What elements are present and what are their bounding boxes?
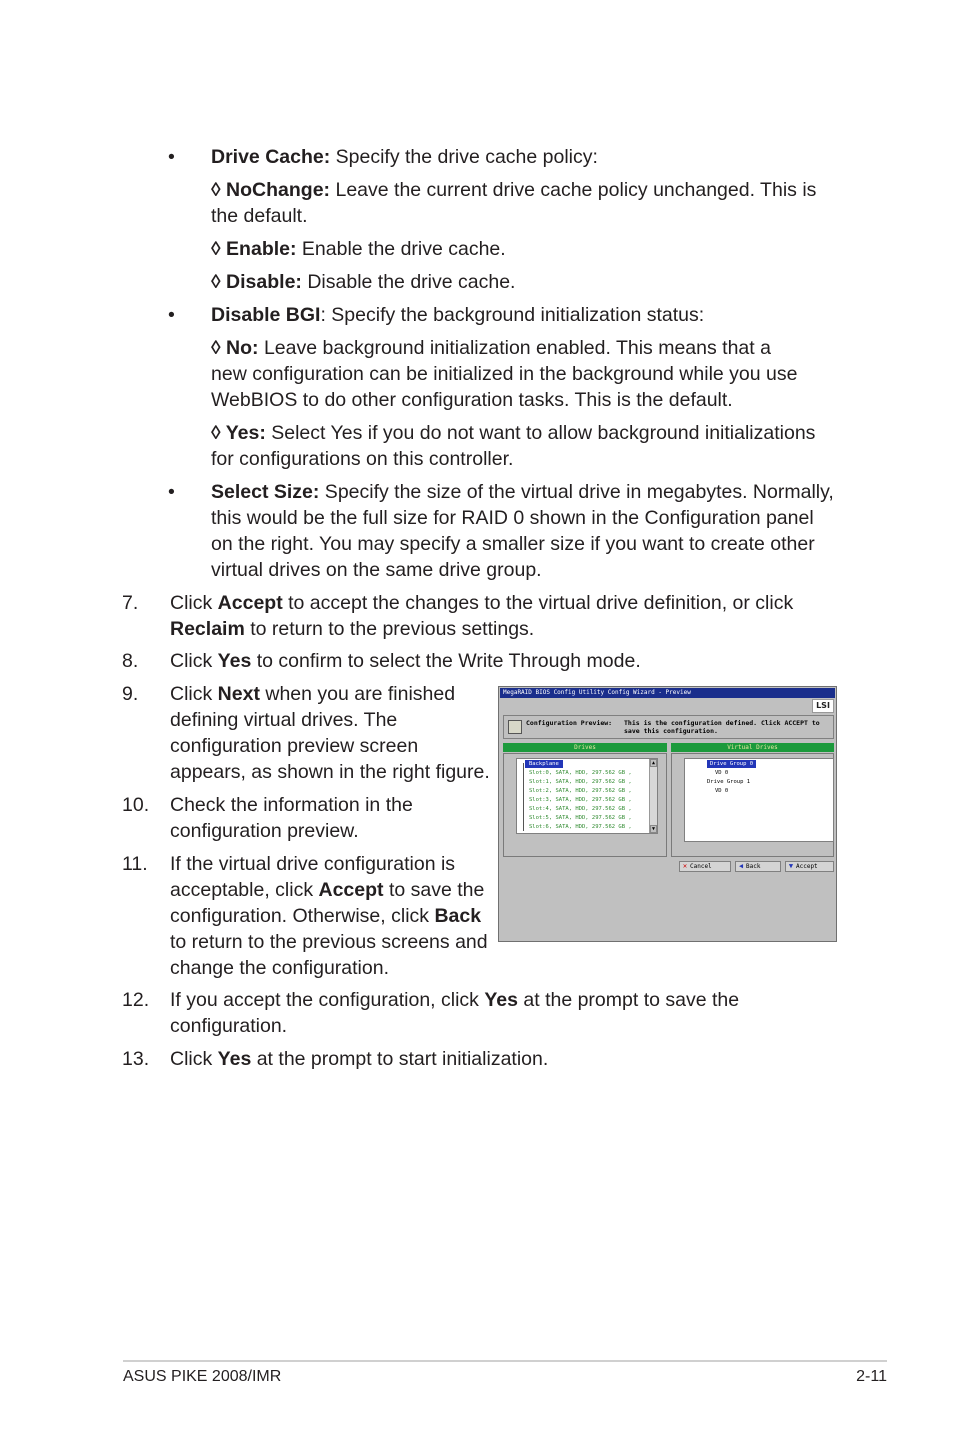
- preview-description: This is the configuration defined. Click ACCEPT to save this configuration.: [624, 719, 820, 735]
- text: : Specify the background initialization status:: [320, 304, 705, 326]
- text: Click: [170, 592, 218, 614]
- text: configuration. Otherwise, click: [170, 905, 435, 927]
- step-number: 8.: [122, 650, 139, 672]
- footer-divider: [123, 1360, 887, 1362]
- text: If you accept the configuration, click: [170, 989, 485, 1011]
- text: Leave the current drive cache policy unchanged. This is: [330, 179, 817, 201]
- scroll-up-icon[interactable]: ▲: [651, 760, 655, 766]
- step-number: 12.: [122, 989, 150, 1011]
- step-10: Check the information in the: [170, 794, 413, 816]
- preview-label: Configuration Preview:: [526, 719, 613, 727]
- tree-item-vd[interactable]: VD 0: [715, 770, 729, 776]
- term: Disable BGI: [211, 304, 321, 326]
- button-label: Back: [746, 863, 761, 870]
- drives-panel: [503, 753, 667, 857]
- bgi-yes-option-cont: for configurations on this controller.: [211, 448, 514, 470]
- tree-item-drive[interactable]: Slot:4, SATA, HDD, 297.562 GB ,: [529, 806, 632, 812]
- tree-item-drive[interactable]: Slot:0, SATA, HDD, 297.562 GB ,: [529, 770, 632, 776]
- term: Next: [217, 683, 260, 705]
- text: Click: [170, 683, 218, 705]
- term: Yes: [484, 989, 518, 1011]
- text: Specify the size of the virtual drive in megabytes. Normally,: [319, 481, 834, 503]
- drives-panel-title: Drives: [503, 743, 667, 752]
- arrow-down-icon: ▼: [788, 862, 794, 870]
- tree-item-drive[interactable]: Slot:6, SATA, HDD, 297.562 GB ,: [529, 824, 632, 830]
- nochange-option: [211, 177, 816, 203]
- term: Back: [434, 905, 482, 927]
- arrow-left-icon: ◀: [738, 862, 744, 870]
- back-button[interactable]: [735, 861, 781, 872]
- step-10-cont: configuration preview.: [170, 820, 359, 842]
- text: Click: [170, 1048, 218, 1070]
- close-icon: ✕: [682, 862, 688, 870]
- step-number: 13.: [122, 1048, 150, 1070]
- step-12: [170, 987, 739, 1013]
- step-9: [170, 681, 455, 707]
- disable-bgi-item: [211, 302, 704, 328]
- select-size-item: [211, 479, 834, 505]
- step-number: 11.: [122, 853, 148, 875]
- text: when you are finished: [259, 683, 456, 705]
- text: Click: [170, 650, 218, 672]
- text: to return to the previous settings.: [244, 618, 535, 640]
- step-11: If the virtual drive configuration is: [170, 853, 456, 875]
- drives-tree[interactable]: [516, 758, 658, 834]
- term: Yes: [217, 1048, 252, 1070]
- bullet-marker: •: [168, 146, 175, 168]
- tree-item-drive[interactable]: Slot:5, SATA, HDD, 297.562 GB ,: [529, 815, 632, 821]
- tree-item-drive-group[interactable]: Drive Group 0: [707, 760, 756, 768]
- term: ◊ No:: [211, 337, 259, 359]
- drive-cache-item: [211, 144, 598, 170]
- step-11-cont: to return to the previous screens and: [170, 931, 488, 953]
- tree-item-drive-group[interactable]: Drive Group 1: [707, 779, 751, 785]
- bgi-no-option-cont: WebBIOS to do other configuration tasks. This is the default.: [211, 389, 733, 411]
- config-preview-screenshot: [498, 686, 837, 942]
- text: Enable the drive cache.: [296, 238, 506, 260]
- text: at the prompt to start initialization.: [251, 1048, 549, 1070]
- term: ◊ Yes:: [211, 422, 266, 444]
- text: Specify the drive cache policy:: [330, 146, 598, 168]
- tree-item-vd[interactable]: VD 0: [715, 788, 729, 794]
- button-label: Accept: [796, 863, 818, 870]
- bullet-marker: •: [168, 481, 175, 503]
- bgi-no-option: [211, 335, 771, 361]
- term: ◊ NoChange:: [211, 179, 331, 201]
- tree-item-drive[interactable]: Slot:3, SATA, HDD, 297.562 GB ,: [529, 797, 632, 803]
- term: Select Size:: [211, 481, 320, 503]
- term: Yes: [217, 650, 252, 672]
- term: Accept: [217, 592, 283, 614]
- text: to accept the changes to the virtual drive definition, or click: [282, 592, 794, 614]
- term: Accept: [318, 879, 384, 901]
- bgi-no-option-cont: new configuration can be initialized in the background while you use: [211, 363, 798, 385]
- virtual-drives-tree[interactable]: [684, 758, 834, 842]
- tree-item-backplane[interactable]: Backplane: [525, 760, 563, 768]
- text: Disable the drive cache.: [301, 271, 516, 293]
- select-size-cont: virtual drives on the same drive group.: [211, 559, 542, 581]
- window-title: MegaRAID BIOS Config Utility Config Wizard - Preview: [500, 688, 835, 698]
- scroll-down-icon[interactable]: ▼: [651, 826, 655, 832]
- bgi-yes-option: [211, 420, 815, 446]
- enable-option: [211, 236, 506, 262]
- page-number: 2-11: [856, 1368, 887, 1385]
- tree-item-drive[interactable]: Slot:2, SATA, HDD, 297.562 GB ,: [529, 788, 632, 794]
- text: Leave background initialization enabled. This means that a: [258, 337, 771, 359]
- step-12-cont: configuration.: [170, 1015, 288, 1037]
- select-size-cont: this would be the full size for RAID 0 shown in the Configuration panel: [211, 507, 814, 529]
- step-11-cont: change the configuration.: [170, 957, 389, 979]
- step-number: 9.: [122, 683, 139, 705]
- term: Drive Cache:: [211, 146, 331, 168]
- step-9-cont: configuration preview screen: [170, 735, 419, 757]
- step-7: [170, 590, 793, 616]
- cancel-button[interactable]: [679, 861, 731, 872]
- button-label: Cancel: [690, 863, 712, 870]
- step-13: [170, 1046, 548, 1072]
- footer-product: ASUS PIKE 2008/IMR: [123, 1368, 282, 1385]
- tree-connector: [523, 763, 524, 831]
- nochange-option-cont: the default.: [211, 205, 308, 227]
- virtual-drives-panel-title: Virtual Drives: [671, 743, 834, 752]
- disable-option: [211, 269, 515, 295]
- bullet-marker: •: [168, 304, 175, 326]
- term: Reclaim: [170, 618, 245, 640]
- text: acceptable, click: [170, 879, 319, 901]
- wizard-icon: [508, 720, 522, 734]
- step-11-cont: [170, 903, 481, 929]
- accept-button[interactable]: [785, 861, 834, 872]
- scrollbar[interactable]: [649, 759, 657, 833]
- text: Select Yes if you do not want to allow background initializations: [265, 422, 816, 444]
- step-number: 10.: [122, 794, 150, 816]
- select-size-cont: on the right. You may specify a smaller size if you want to create other: [211, 533, 815, 555]
- virtual-drives-panel: [671, 753, 834, 857]
- step-11-cont: [170, 877, 484, 903]
- lsi-logo: LSI: [812, 699, 834, 713]
- text: at the prompt to save the: [517, 989, 740, 1011]
- step-8: [170, 648, 641, 674]
- term: ◊ Enable:: [211, 238, 297, 260]
- term: ◊ Disable:: [211, 271, 302, 293]
- tree-item-drive[interactable]: Slot:1, SATA, HDD, 297.562 GB ,: [529, 779, 632, 785]
- step-9-cont: defining virtual drives. The: [170, 709, 398, 731]
- preview-header: [503, 715, 834, 739]
- step-number: 7.: [122, 592, 139, 614]
- text: to save the: [383, 879, 485, 901]
- step-7-cont: [170, 616, 534, 642]
- text: to confirm to select the Write Through mode.: [251, 650, 641, 672]
- step-9-cont: appears, as shown in the right figure.: [170, 761, 490, 783]
